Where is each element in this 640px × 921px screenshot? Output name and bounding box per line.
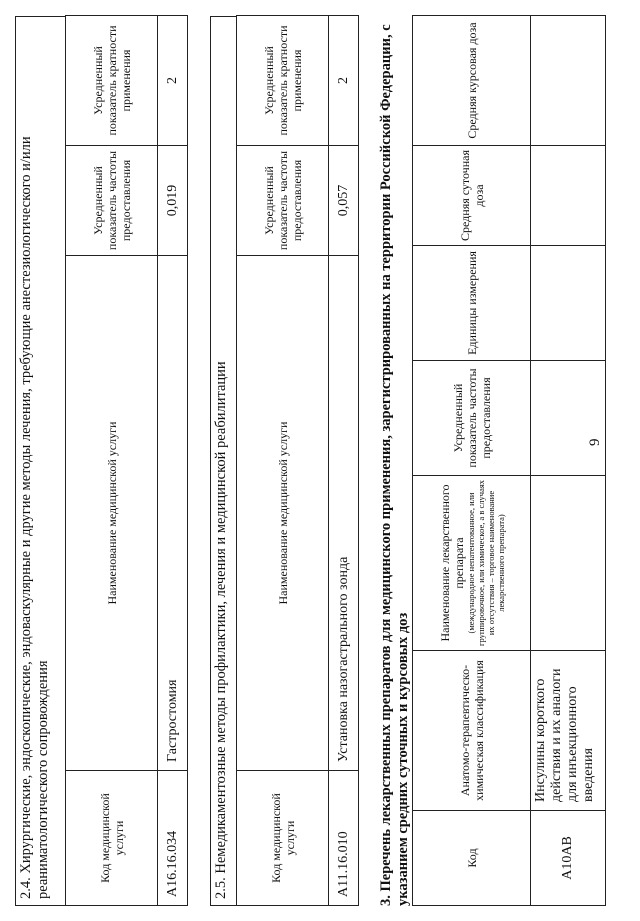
header-code: Код медицинской услуги	[237, 771, 329, 906]
header-multiplicity: Усредненный показатель кратности применения	[66, 16, 158, 146]
services-table-2-4	[65, 15, 188, 906]
empty-cell	[531, 361, 606, 476]
page-number: 9	[587, 438, 603, 446]
header-multiplicity: Усредненный показатель кратности применения	[237, 16, 329, 146]
table-row	[329, 16, 359, 906]
multiplicity-value: 2	[329, 16, 359, 146]
header-drug-name	[413, 476, 531, 651]
drug-atc: Инсулины короткого действия и их аналоги для инъекционного введения	[531, 651, 606, 811]
frequency-value: 0,057	[329, 146, 359, 256]
empty-cell	[531, 246, 606, 361]
header-name: Наименование медицинской услуги	[66, 256, 158, 771]
drug-code: A10AB	[531, 811, 606, 906]
table-header-row	[237, 16, 329, 906]
header-daily-dose: Средняя суточная доза	[413, 146, 531, 246]
table-row	[531, 16, 606, 906]
services-table-2-5	[236, 15, 359, 906]
empty-cell	[531, 146, 606, 246]
table-header-row	[413, 16, 531, 906]
header-course-dose: Средняя курсовая доза	[413, 16, 531, 146]
table-header-row	[66, 16, 158, 906]
header-drug-name-note: (международное непатентованное, или группировочное, или химическое, а в случаях их отсутствия – торговое наименование лекарственного препарата)	[465, 479, 506, 646]
header-units: Единицы измерения	[413, 246, 531, 361]
service-code: A11.16.010	[329, 771, 359, 906]
service-name: Гастростомия	[158, 256, 188, 771]
table-row	[158, 16, 188, 906]
service-name: Установка назогастрального зонда	[329, 256, 359, 771]
header-code: Код	[413, 811, 531, 906]
header-drug-name-main: Наименование лекарственного препарата	[437, 484, 466, 642]
header-name: Наименование медицинской услуги	[237, 256, 329, 771]
multiplicity-value: 2	[158, 16, 188, 146]
empty-cell	[531, 16, 606, 146]
header-frequency: Усредненный показатель частоты предоставления	[413, 361, 531, 476]
section-2-4-title: 2.4. Хирургические, эндоскопические, эндоваскулярные и другие методы лечения, требующие анестезиологического и/или реаниматологического сопровождения	[15, 16, 65, 906]
section-2-5-title: 2.5. Немедикаментозные методы профилактики, лечения и медицинской реабилитации	[210, 16, 236, 906]
rotated-content	[15, 16, 615, 906]
header-atc: Анатомо-терапевтическо-химическая классификация	[413, 651, 531, 811]
section-3-title: 3. Перечень лекарственных препаратов для медицинского применения, зарегистрированных на территории Российской Федерации, с указанием средних суточных и курсовых доз	[378, 24, 411, 906]
header-frequency: Усредненный показатель частоты предоставления	[237, 146, 329, 256]
drugs-table	[412, 15, 606, 906]
frequency-value: 0,019	[158, 146, 188, 256]
empty-cell	[531, 476, 606, 651]
header-frequency: Усредненный показатель частоты предоставления	[66, 146, 158, 256]
service-code: A16.16.034	[158, 771, 188, 906]
header-code: Код медицинской услуги	[66, 771, 158, 906]
